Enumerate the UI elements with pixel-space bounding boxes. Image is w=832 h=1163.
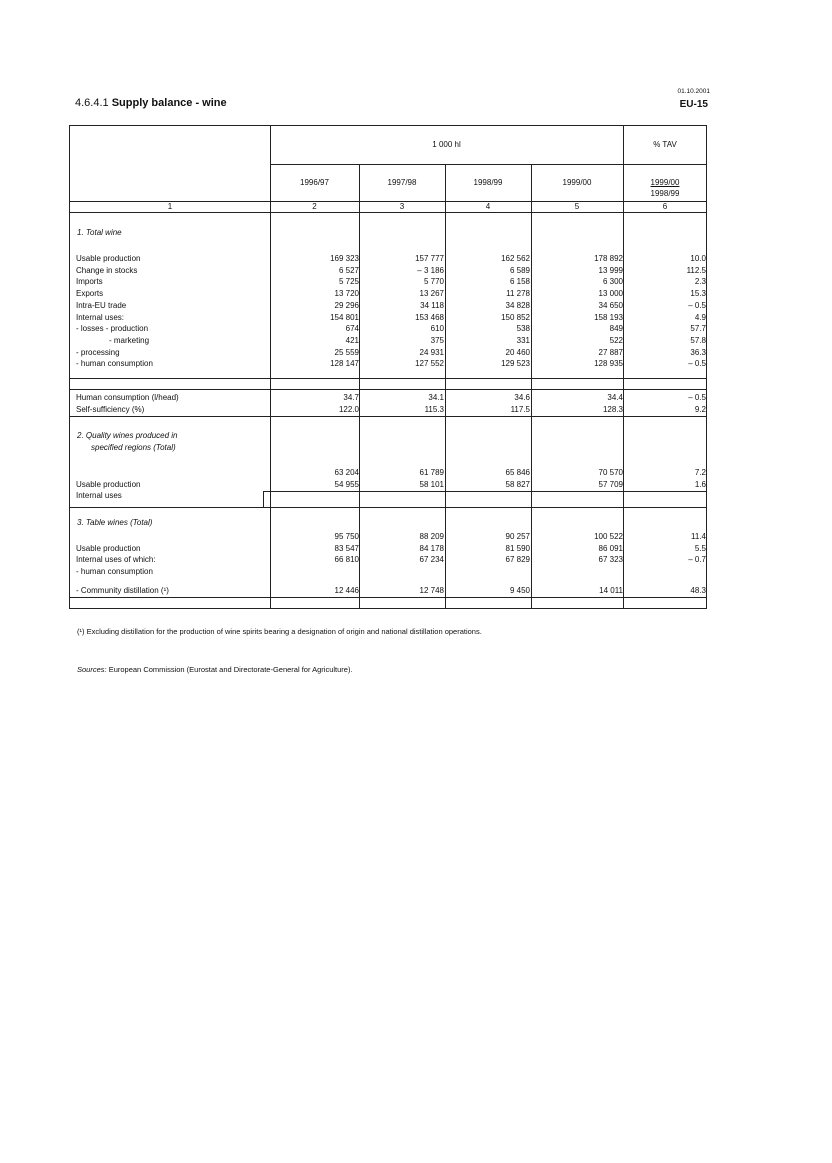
table-cell: 34.7 [343,393,359,402]
table-cell: 11 278 [506,289,530,298]
section-quality-wines: 2. Quality wines produced in [77,431,178,440]
table-row [70,300,706,312]
table-cell: 13 000 [598,289,623,298]
table-cell: 112.5 [686,266,706,275]
table-cell: 84 178 [419,544,444,553]
table-row [70,467,706,479]
table-cell: 5.5 [694,544,706,553]
row-label: Internal uses of which: [76,555,156,564]
table-row [70,554,706,566]
table-cell: 57 709 [598,480,623,489]
row-label: - human consumption [76,359,153,368]
column-number: 2 [312,202,317,211]
table-cell: 13 720 [334,289,359,298]
table-cell: 13 999 [598,266,623,275]
document-date: 01.10.2001 [677,88,710,95]
grid-line [69,507,707,508]
table-row [70,585,706,597]
table-cell: 128 147 [330,359,359,368]
table-cell: 154 801 [330,313,359,322]
table-cell: 127 552 [415,359,444,368]
table-cell: 67 234 [419,555,444,564]
column-number: 1 [167,202,173,211]
table-cell: 34.1 [428,393,444,402]
table-cell: 90 257 [505,532,530,541]
table-cell: 10.0 [690,254,706,263]
table-cell: 7.2 [694,468,706,477]
table-cell: 421 [345,336,359,345]
table-cell: 67 323 [598,555,623,564]
table-cell: 6 527 [338,266,359,275]
table-cell: 67 829 [505,555,530,564]
table-cell: – 0.7 [688,555,706,564]
grid-line [69,597,707,598]
table-cell: 522 [609,336,623,345]
table-cell: 65 846 [505,468,530,477]
table-cell: 153 468 [415,313,444,322]
row-label: - marketing [109,336,150,345]
table-cell: 610 [430,324,444,333]
table-title [75,97,227,109]
table-cell: 157 777 [415,254,444,263]
row-label: - processing [76,348,120,357]
year-header: 1999/00 [562,178,592,187]
table-cell: 115.3 [424,405,444,414]
table-cell: 95 750 [334,532,359,541]
row-label: Exports [76,289,104,298]
table-cell: 100 522 [594,532,623,541]
table-cell: 61 789 [419,468,444,477]
row-label: Usable production [76,480,141,489]
table-cell: 63 204 [334,468,359,477]
table-cell: – 0.5 [688,393,706,402]
row-label: Usable production [76,544,141,553]
table-row [70,358,706,370]
table-row [70,566,706,578]
table-cell: 34.6 [514,393,530,402]
tav-year-top: 1999/00 [650,178,680,187]
row-label: - losses - production [76,324,149,333]
table-row [70,253,706,265]
table-cell: 6 158 [509,277,530,286]
table-cell: 57.8 [690,336,706,345]
table-cell: 674 [345,324,359,333]
table-cell: 331 [516,336,530,345]
table-cell: 5 725 [338,277,359,286]
table-cell: 81 590 [505,544,530,553]
table-cell: 129 523 [501,359,530,368]
table-cell: 58 827 [505,480,530,489]
table-cell: – 0.5 [688,301,706,310]
table-cell: 58 101 [419,480,444,489]
table-cell: 25 559 [334,348,359,357]
year-header: 1998/99 [473,178,503,187]
grid-line [69,416,707,417]
table-cell: 34.4 [607,393,623,402]
row-label: Usable production [76,254,141,263]
column-number: 4 [485,202,491,211]
table-cell: 54 955 [334,480,359,489]
tav-header: % TAV [653,140,677,149]
table-cell: 150 852 [501,313,530,322]
table-row [70,288,706,300]
table-cell: 34 118 [420,301,444,310]
row-label: Internal uses: [76,313,125,322]
table-cell: 9 450 [509,586,530,595]
grid-line [69,389,707,390]
table-cell: 117.5 [510,405,530,414]
table-cell: 1.6 [694,480,706,489]
table-cell: 29 296 [334,301,359,310]
table-cell: 34 650 [598,301,623,310]
row-label: - human consumption [76,567,153,576]
column-number: 5 [574,202,580,211]
row-label: Self-sufficiency (%) [76,405,145,414]
table-cell: 70 570 [598,468,623,477]
table-cell: 88 209 [419,532,444,541]
section-table-wines: 3. Table wines (Total) [77,518,153,527]
table-row [70,531,706,543]
table-cell: 20 460 [505,348,530,357]
table-cell: 83 547 [334,544,359,553]
table-cell: 57.7 [690,324,706,333]
table-title-text: Supply balance - wine [111,97,227,109]
column-number: 3 [399,202,405,211]
region-label: EU-15 [679,99,708,110]
table-cell: 6 589 [509,266,530,275]
table-cell: 15.3 [690,289,706,298]
section-total-wine: 1. Total wine [77,228,122,237]
year-header: 1997/98 [387,178,417,187]
table-row [70,276,706,288]
table-cell: 66 810 [334,555,359,564]
table-cell: 9.2 [694,405,706,414]
table-cell: 128.3 [602,405,623,414]
table-cell: 158 193 [594,313,623,322]
table-row [70,323,706,335]
table-cell: 11.4 [691,532,706,541]
grid-line [69,378,707,379]
year-header: 1996/97 [300,178,329,187]
table-cell: 178 892 [594,254,623,263]
table-cell: 27 887 [598,348,623,357]
table-row [70,404,706,416]
table-row [70,335,706,347]
table-cell: 128 935 [594,359,623,368]
table-cell: 12 748 [419,586,444,595]
sources-label: Sources: [77,665,107,674]
row-label: Human consumption (l/head) [76,393,179,402]
table-cell: 36.3 [690,348,706,357]
row-label: Change in stocks [76,266,138,275]
table-cell: 14 011 [599,586,623,595]
table-cell: 169 323 [330,254,359,263]
table-cell: 5 770 [423,277,444,286]
footnote: (¹) Excluding distillation for the production of wine spirits bearing a designation of origin and national distillation operations. [77,627,482,636]
column-number: 6 [662,202,668,211]
section-quality-wines-sub: specified regions (Total) [91,443,176,452]
unit-header: 1 000 hl [432,140,461,149]
table-cell: 162 562 [501,254,530,263]
table-cell: 13 267 [419,289,444,298]
tav-year-bottom: 1998/99 [650,189,680,198]
table-cell: 538 [516,324,530,333]
section-number: 4.6.4.1 [75,97,109,109]
table-cell: 86 091 [598,544,623,553]
table-cell: 2.3 [694,277,706,286]
table-cell: 12 446 [334,586,359,595]
table-cell: 48.3 [690,586,706,595]
table-row [70,490,706,502]
grid-line [270,164,707,165]
table-cell: 375 [430,336,444,345]
table-cell: 24 931 [419,348,444,357]
table-cell: 4.9 [694,313,706,322]
table-cell: 6 300 [602,277,623,286]
table-cell: – 3 186 [417,266,444,275]
table-row [70,392,706,404]
table-cell: 34 828 [505,301,530,310]
row-label: Imports [76,277,103,286]
row-label: Intra-EU trade [76,301,127,310]
row-label: - Community distillation (¹) [76,586,169,595]
table-cell: 849 [609,324,623,333]
sources-note [77,665,353,674]
sources-text: European Commission (Eurostat and Directorate-General for Agriculture). [108,665,353,674]
table-cell: – 0.5 [688,359,706,368]
grid-line [69,212,707,213]
row-label: Internal uses [76,491,122,500]
table-cell: 122.0 [338,405,359,414]
